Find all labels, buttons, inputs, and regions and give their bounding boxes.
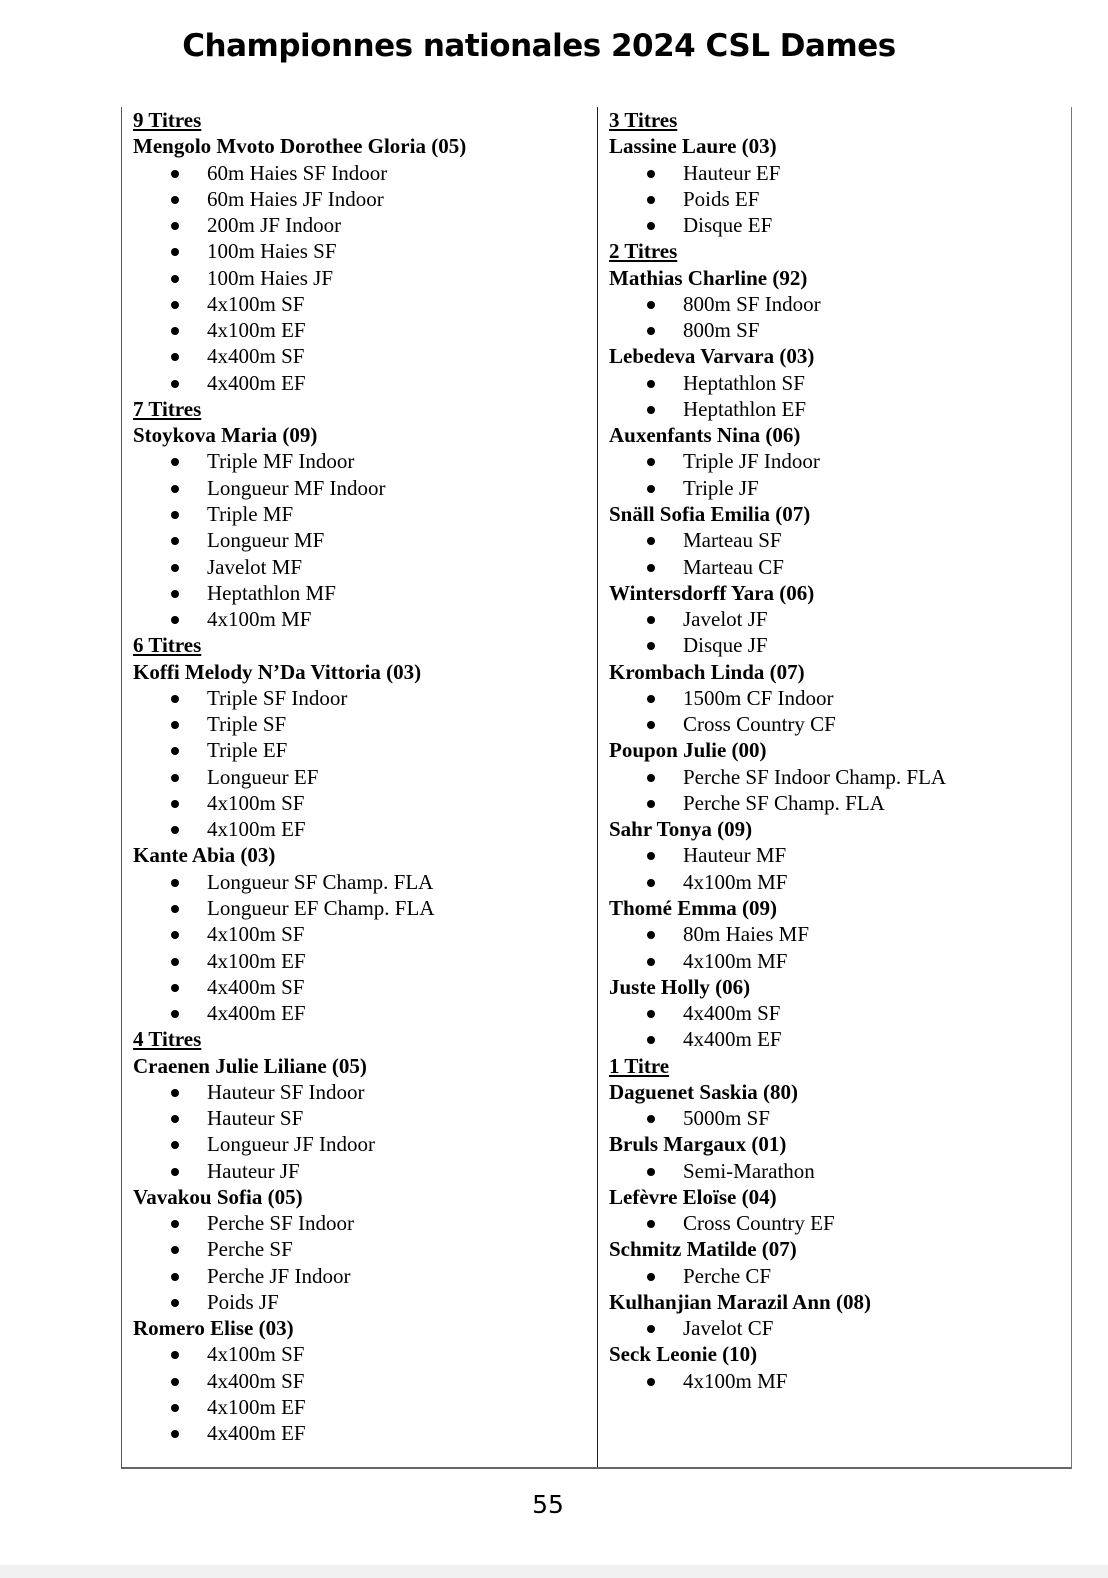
champions-table xyxy=(121,107,1072,1469)
event-list-item xyxy=(133,1341,466,1367)
event-list-item xyxy=(609,921,946,947)
event-list-item xyxy=(609,212,946,238)
athlete-name: Koffi Melody N’Da Vittoria (03) xyxy=(133,659,422,684)
event-list-item xyxy=(133,816,466,842)
athlete-name: Romero Elise (03) xyxy=(133,1316,294,1341)
event-label: 4x100m EF xyxy=(207,318,306,343)
event-label: Hauteur SF xyxy=(207,1106,304,1131)
athlete-name: Seck Leonie (10) xyxy=(609,1342,758,1367)
event-label: Perche JF Indoor xyxy=(207,1263,351,1288)
bullet-icon xyxy=(647,170,655,178)
bullet-icon xyxy=(171,1299,179,1307)
event-label: Longueur MF Indoor xyxy=(207,475,386,500)
bullet-icon xyxy=(647,485,655,493)
bullet-icon xyxy=(171,826,179,834)
bullet-icon xyxy=(171,984,179,992)
event-label: 4x100m MF xyxy=(683,869,788,894)
event-label: Longueur MF xyxy=(207,528,325,553)
bullet-icon xyxy=(647,721,655,729)
event-label: 800m SF xyxy=(683,318,760,343)
event-label: 4x100m SF xyxy=(207,1342,305,1367)
event-label: Perche SF Indoor Champ. FLA xyxy=(683,764,947,789)
title-count-heading: 4 Titres xyxy=(133,1027,202,1052)
event-label: Triple SF Indoor xyxy=(207,685,348,710)
page-title: Championnes nationales 2024 CSL Dames xyxy=(182,28,896,64)
title-count-heading: 3 Titres xyxy=(609,108,678,132)
title-count-heading: 7 Titres xyxy=(133,396,202,421)
bullet-icon xyxy=(171,1089,179,1097)
event-label: 4x100m EF xyxy=(207,1395,306,1420)
event-label: Poids JF xyxy=(207,1289,279,1314)
bullet-icon xyxy=(647,222,655,230)
bullet-icon xyxy=(647,1010,655,1018)
event-list-item xyxy=(133,580,466,606)
event-list-item xyxy=(133,291,466,317)
event-label: Heptathlon MF xyxy=(207,580,336,605)
event-list-item xyxy=(133,921,466,947)
event-list-item xyxy=(133,895,466,921)
event-list-item xyxy=(133,869,466,895)
bullet-icon xyxy=(647,1115,655,1123)
event-list-item xyxy=(609,1368,946,1394)
event-label: 4x100m EF xyxy=(207,817,306,842)
bullet-icon xyxy=(647,958,655,966)
bullet-icon xyxy=(647,537,655,545)
bullet-icon xyxy=(171,931,179,939)
bullet-icon xyxy=(171,485,179,493)
bullet-icon xyxy=(171,511,179,519)
event-label: 60m Haies JF Indoor xyxy=(207,186,384,211)
event-label: Hauteur MF xyxy=(683,843,787,868)
event-list-item xyxy=(609,1263,946,1289)
event-label: Javelot MF xyxy=(207,554,303,579)
athlete-name: Auxenfants Nina (06) xyxy=(609,423,801,448)
event-list-item xyxy=(133,1131,466,1157)
bullet-icon xyxy=(171,1168,179,1176)
event-label: Javelot JF xyxy=(683,607,768,632)
event-label: Longueur EF Champ. FLA xyxy=(207,895,435,920)
bullet-icon xyxy=(171,196,179,204)
event-list-item xyxy=(609,1158,946,1184)
bullet-icon xyxy=(171,905,179,913)
title-count-heading: 9 Titres xyxy=(133,108,202,132)
event-label: 4x400m SF xyxy=(207,344,305,369)
bullet-icon xyxy=(171,458,179,466)
event-list-item xyxy=(133,238,466,264)
bullet-icon xyxy=(647,1378,655,1386)
event-list-item xyxy=(133,186,466,212)
event-list-item xyxy=(609,948,946,974)
athlete-name: Snäll Sofia Emilia (07) xyxy=(609,501,811,526)
athlete-name: Juste Holly (06) xyxy=(609,974,751,999)
event-label: 4x400m SF xyxy=(683,1001,781,1026)
athlete-name: Wintersdorff Yara (06) xyxy=(609,580,815,605)
bullet-icon xyxy=(171,275,179,283)
bullet-icon xyxy=(171,879,179,887)
bullet-icon xyxy=(171,1273,179,1281)
event-label: 4x100m MF xyxy=(207,607,312,632)
event-label: 4x400m SF xyxy=(207,1368,305,1393)
event-label: Marteau CF xyxy=(683,554,784,579)
bullet-icon xyxy=(647,852,655,860)
bullet-icon xyxy=(647,327,655,335)
event-label: 5000m SF xyxy=(683,1106,770,1131)
event-list-item xyxy=(609,554,946,580)
event-label: Triple JF Indoor xyxy=(683,449,820,474)
event-label: 100m Haies SF xyxy=(207,239,337,264)
event-list-item xyxy=(609,685,946,711)
bullet-icon xyxy=(647,931,655,939)
bullet-icon xyxy=(171,1378,179,1386)
title-count-heading: 6 Titres xyxy=(133,633,202,658)
athlete-name: Mengolo Mvoto Dorothee Gloria (05) xyxy=(133,134,467,159)
event-list-item xyxy=(609,475,946,501)
event-label: 4x100m SF xyxy=(207,291,305,316)
bullet-icon xyxy=(647,458,655,466)
event-list-item xyxy=(133,1158,466,1184)
athlete-name: Vavakou Sofia (05) xyxy=(133,1184,303,1209)
bullet-icon xyxy=(647,1036,655,1044)
bullet-icon xyxy=(171,1404,179,1412)
event-label: 4x400m EF xyxy=(683,1027,782,1052)
event-list-item xyxy=(133,317,466,343)
event-label: Perche CF xyxy=(683,1263,772,1288)
bullet-icon xyxy=(647,616,655,624)
bullet-icon xyxy=(171,327,179,335)
bullet-icon xyxy=(171,590,179,598)
athlete-name: Lassine Laure (03) xyxy=(609,134,777,159)
bullet-icon xyxy=(647,1168,655,1176)
event-label: Perche SF Indoor xyxy=(207,1211,354,1236)
bullet-icon xyxy=(171,537,179,545)
event-label: 200m JF Indoor xyxy=(207,213,342,238)
event-label: 1500m CF Indoor xyxy=(683,685,834,710)
event-list-item xyxy=(609,842,946,868)
event-label: Javelot CF xyxy=(683,1316,774,1341)
bullet-icon xyxy=(171,800,179,808)
bullet-icon xyxy=(647,1325,655,1333)
event-label: Cross Country CF xyxy=(683,712,836,737)
event-label: Triple SF xyxy=(207,712,287,737)
event-list-item xyxy=(133,527,466,553)
bullet-icon xyxy=(171,1351,179,1359)
athlete-name: Sahr Tonya (09) xyxy=(609,817,753,842)
event-list-item xyxy=(133,160,466,186)
athlete-name: Bruls Margaux (01) xyxy=(609,1132,787,1157)
event-list-item xyxy=(609,790,946,816)
bullet-icon xyxy=(647,196,655,204)
event-list-item xyxy=(609,869,946,895)
event-list-item xyxy=(609,396,946,422)
event-list-item xyxy=(133,343,466,369)
bullet-icon xyxy=(647,695,655,703)
event-list-item xyxy=(609,606,946,632)
bullet-icon xyxy=(171,1220,179,1228)
event-label: 4x100m MF xyxy=(683,948,788,973)
event-label: 4x100m SF xyxy=(207,790,305,815)
event-list-item xyxy=(609,448,946,474)
event-list-item xyxy=(609,764,946,790)
event-list-item xyxy=(133,212,466,238)
event-list-item xyxy=(133,1394,466,1420)
event-label: Triple MF Indoor xyxy=(207,449,355,474)
bullet-icon xyxy=(171,222,179,230)
athlete-name: Kante Abia (03) xyxy=(133,843,276,868)
bullet-icon xyxy=(647,879,655,887)
event-list-item xyxy=(133,1289,466,1315)
right-column xyxy=(609,107,946,1394)
page-bottom-edge xyxy=(0,1565,1108,1578)
event-list-item xyxy=(609,160,946,186)
bullet-icon xyxy=(647,774,655,782)
event-label: Triple EF xyxy=(207,738,288,763)
event-label: 4x400m EF xyxy=(207,1421,306,1446)
event-label: 80m Haies MF xyxy=(683,922,809,947)
event-label: 4x400m EF xyxy=(207,370,306,395)
event-label: Longueur JF Indoor xyxy=(207,1132,375,1157)
athlete-name: Stoykova Maria (09) xyxy=(133,423,318,448)
event-label: Poids EF xyxy=(683,186,760,211)
event-label: 4x100m MF xyxy=(683,1368,788,1393)
athlete-name: Kulhanjian Marazil Ann (08) xyxy=(609,1289,871,1314)
bullet-icon xyxy=(647,380,655,388)
event-label: Semi-Marathon xyxy=(683,1158,815,1183)
event-label: Hauteur SF Indoor xyxy=(207,1079,365,1104)
event-list-item xyxy=(609,1026,946,1052)
event-label: Longueur EF xyxy=(207,764,319,789)
event-label: 4x100m EF xyxy=(207,948,306,973)
event-list-item xyxy=(609,291,946,317)
event-list-item xyxy=(133,1079,466,1105)
bullet-icon xyxy=(171,380,179,388)
event-label: 800m SF Indoor xyxy=(683,291,821,316)
bullet-icon xyxy=(171,1141,179,1149)
event-list-item xyxy=(133,764,466,790)
bullet-icon xyxy=(647,406,655,414)
column-divider xyxy=(597,107,598,1467)
event-label: 60m Haies SF Indoor xyxy=(207,160,388,185)
bullet-icon xyxy=(647,1220,655,1228)
event-list-item xyxy=(133,1368,466,1394)
bullet-icon xyxy=(171,747,179,755)
bullet-icon xyxy=(647,564,655,572)
title-count-heading: 1 Titre xyxy=(609,1053,670,1078)
bullet-icon xyxy=(171,774,179,782)
athlete-name: Lefèvre Eloïse (04) xyxy=(609,1184,777,1209)
event-list-item xyxy=(133,265,466,291)
event-label: 4x400m EF xyxy=(207,1001,306,1026)
event-list-item xyxy=(133,948,466,974)
event-label: Longueur SF Champ. FLA xyxy=(207,869,434,894)
bullet-icon xyxy=(171,353,179,361)
bullet-icon xyxy=(171,1010,179,1018)
event-list-item xyxy=(133,370,466,396)
event-list-item xyxy=(133,1263,466,1289)
event-label: Hauteur EF xyxy=(683,160,781,185)
event-label: Disque JF xyxy=(683,633,768,658)
bullet-icon xyxy=(647,642,655,650)
event-list-item xyxy=(133,974,466,1000)
event-list-item xyxy=(133,1210,466,1236)
page-number: 55 xyxy=(532,1490,564,1519)
event-label: Heptathlon SF xyxy=(683,370,805,395)
event-list-item xyxy=(133,475,466,501)
bullet-icon xyxy=(171,695,179,703)
bullet-icon xyxy=(171,564,179,572)
athlete-name: Schmitz Matilde (07) xyxy=(609,1237,797,1262)
bullet-icon xyxy=(171,1115,179,1123)
event-list-item xyxy=(133,1236,466,1262)
event-list-item xyxy=(609,186,946,212)
event-list-item xyxy=(133,737,466,763)
bullet-icon xyxy=(171,958,179,966)
athlete-name: Poupon Julie (00) xyxy=(609,738,767,763)
event-list-item xyxy=(609,317,946,343)
athlete-name: Daguenet Saskia (80) xyxy=(609,1079,799,1104)
event-label: 4x100m SF xyxy=(207,922,305,947)
event-label: Hauteur JF xyxy=(207,1158,300,1183)
left-column xyxy=(133,107,466,1447)
event-list-item xyxy=(133,1000,466,1026)
athlete-name: Mathias Charline (92) xyxy=(609,265,808,290)
event-list-item xyxy=(133,711,466,737)
event-list-item xyxy=(609,632,946,658)
event-list-item xyxy=(133,685,466,711)
bullet-icon xyxy=(171,248,179,256)
bullet-icon xyxy=(647,800,655,808)
event-list-item xyxy=(609,1315,946,1341)
event-label: Heptathlon EF xyxy=(683,396,807,421)
athlete-name: Craenen Julie Liliane (05) xyxy=(133,1053,367,1078)
title-count-heading: 2 Titres xyxy=(609,239,678,264)
event-list-item xyxy=(609,370,946,396)
event-label: Triple MF xyxy=(207,501,294,526)
bullet-icon xyxy=(171,1246,179,1254)
event-list-item xyxy=(133,606,466,632)
athlete-name: Thomé Emma (09) xyxy=(609,895,777,920)
event-list-item xyxy=(133,790,466,816)
event-label: Triple JF xyxy=(683,475,759,500)
event-list-item xyxy=(609,527,946,553)
bullet-icon xyxy=(171,301,179,309)
event-label: Marteau SF xyxy=(683,528,782,553)
event-list-item xyxy=(609,1000,946,1026)
event-label: 100m Haies JF xyxy=(207,265,333,290)
athlete-name: Lebedeva Varvara (03) xyxy=(609,344,815,369)
event-list-item xyxy=(133,1420,466,1446)
event-label: Perche SF Champ. FLA xyxy=(683,790,885,815)
event-label: Cross Country EF xyxy=(683,1211,835,1236)
bullet-icon xyxy=(171,1430,179,1438)
bullet-icon xyxy=(171,616,179,624)
bullet-icon xyxy=(171,170,179,178)
event-list-item xyxy=(609,1210,946,1236)
event-label: Perche SF xyxy=(207,1237,293,1262)
event-list-item xyxy=(609,1105,946,1131)
event-list-item xyxy=(133,1105,466,1131)
event-list-item xyxy=(133,501,466,527)
athlete-name: Krombach Linda (07) xyxy=(609,659,805,684)
event-list-item xyxy=(133,448,466,474)
bullet-icon xyxy=(647,1273,655,1281)
event-list-item xyxy=(133,554,466,580)
event-label: Disque EF xyxy=(683,213,773,238)
event-list-item xyxy=(609,711,946,737)
bullet-icon xyxy=(647,301,655,309)
bullet-icon xyxy=(171,721,179,729)
event-label: 4x400m SF xyxy=(207,974,305,999)
